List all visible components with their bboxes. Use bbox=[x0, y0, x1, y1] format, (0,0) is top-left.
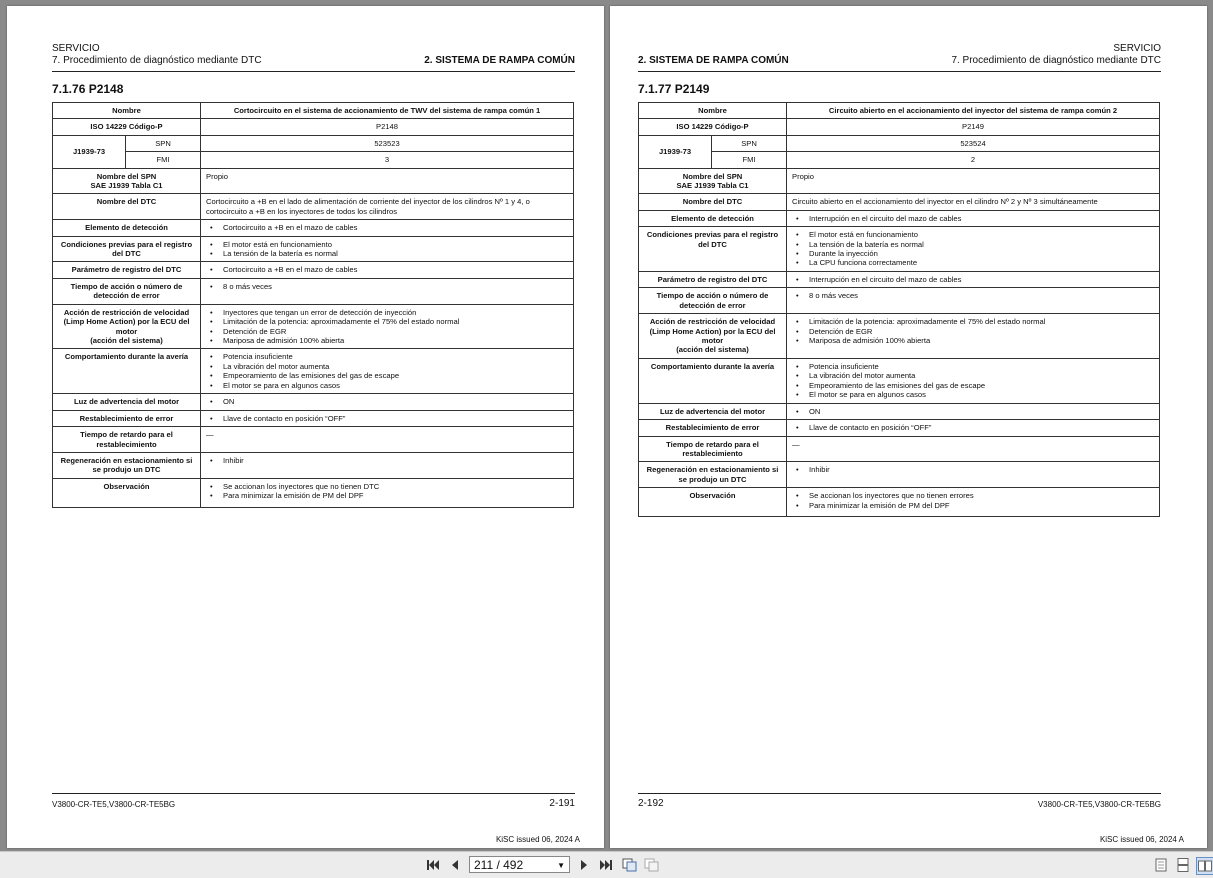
sub-label-cell: SPN bbox=[712, 135, 787, 151]
copy-icon[interactable] bbox=[622, 857, 638, 873]
bullet-item: • Limitación de la potencia: aproximadamente el 75% del estado normal bbox=[792, 317, 1154, 326]
label-cell: Condiciones previas para el registro del DTC bbox=[639, 227, 787, 272]
label-cell: Parámetro de registro del DTC bbox=[639, 271, 787, 287]
issued-note: KiSC issued 06, 2024 A bbox=[1099, 835, 1184, 844]
table-row-param bbox=[639, 271, 1160, 287]
value-cell bbox=[201, 236, 574, 262]
table-row-regen bbox=[53, 452, 574, 478]
bullet-item: • Interrupción en el circuito del mazo de cables bbox=[792, 275, 1154, 284]
document-page-left bbox=[7, 6, 604, 848]
label-cell: Nombre del DTC bbox=[639, 194, 787, 210]
table-row-delay bbox=[639, 436, 1160, 462]
table-row-lamp bbox=[639, 403, 1160, 419]
bullet-item: • Detención de EGR bbox=[206, 327, 568, 336]
label-cell: Regeneración en estacionamiento si se produjo un DTC bbox=[53, 452, 201, 478]
label-cell: Tiempo de retardo para el restablecimiento bbox=[53, 427, 201, 453]
header-system: 2. SISTEMA DE RAMPA COMÚN bbox=[638, 55, 789, 66]
bullet-item: • La tensión de la batería es normal bbox=[792, 240, 1154, 249]
value-cell: Propio bbox=[787, 168, 1160, 194]
bullet-item: • Inyectores que tengan un error de detección de inyección bbox=[206, 308, 568, 317]
page-footer bbox=[52, 793, 575, 809]
label-cell: Tiempo de retardo para el restablecimiento bbox=[639, 436, 787, 462]
bullet-item: • Durante la inyección bbox=[792, 249, 1154, 258]
next-page-icon[interactable] bbox=[576, 857, 592, 873]
limp-list bbox=[206, 308, 568, 346]
value-cell bbox=[201, 478, 574, 507]
label-cell: J1939-73 bbox=[53, 135, 126, 168]
label-cell: Nombre del DTC bbox=[53, 194, 201, 220]
time-list bbox=[792, 291, 1154, 300]
table-row-detection bbox=[639, 210, 1160, 226]
table-row-spn bbox=[639, 135, 1160, 151]
label-cell: Restablecimiento de error bbox=[639, 420, 787, 436]
limp-list bbox=[792, 317, 1154, 345]
label-line: Nombre del SPN bbox=[96, 171, 157, 181]
label-line: Nombre del SPN bbox=[682, 171, 743, 181]
value-cell bbox=[201, 452, 574, 478]
table-row-spn bbox=[53, 135, 574, 151]
value-cell bbox=[201, 410, 574, 426]
value-cell bbox=[787, 403, 1160, 419]
dtc-table bbox=[52, 102, 574, 508]
value-cell bbox=[201, 220, 574, 236]
table-row-iso bbox=[53, 119, 574, 135]
bullet-item: • Se accionan los inyectores que no tienen DTC bbox=[206, 482, 568, 491]
bullet-item: • La vibración del motor aumenta bbox=[206, 362, 568, 371]
bullet-item: • Cortocircuito a +B en el mazo de cables bbox=[206, 265, 568, 274]
continuous-view-icon[interactable] bbox=[1175, 857, 1191, 873]
table-row-limp bbox=[53, 304, 574, 349]
page-header bbox=[638, 43, 1161, 72]
value-cell bbox=[787, 420, 1160, 436]
lamp-list bbox=[792, 407, 1154, 416]
bullet-item: • Llave de contacto en posición “OFF” bbox=[792, 423, 1154, 432]
value-cell: Circuito abierto en el accionamiento del inyector en el cilindro Nº 2 y Nº 3 simultáneamente bbox=[787, 194, 1160, 210]
bullet-item: • La tensión de la batería es normal bbox=[206, 249, 568, 258]
value-cell: 2 bbox=[787, 152, 1160, 168]
table-row-precond bbox=[639, 227, 1160, 272]
label-cell: Nombre bbox=[53, 103, 201, 119]
detection-list bbox=[206, 223, 568, 232]
value-cell bbox=[787, 271, 1160, 287]
reset-list bbox=[206, 414, 568, 423]
bullet-item: • El motor está en funcionamiento bbox=[792, 230, 1154, 239]
bullet-item: • Detención de EGR bbox=[792, 327, 1154, 336]
table-row-spn-name bbox=[639, 168, 1160, 194]
footer-page-number: 2-192 bbox=[638, 798, 664, 809]
label-line: (acción del sistema) bbox=[90, 335, 163, 345]
bullet-item: • El motor se para en algunos casos bbox=[792, 390, 1154, 399]
label-cell: Luz de advertencia del motor bbox=[639, 403, 787, 419]
value-cell: 523524 bbox=[787, 135, 1160, 151]
page-indicator: 211 / 492 bbox=[474, 858, 524, 872]
regen-list bbox=[206, 456, 568, 465]
time-list bbox=[206, 282, 568, 291]
table-row-nombre bbox=[639, 103, 1160, 119]
value-cell bbox=[201, 304, 574, 349]
header-system: 2. SISTEMA DE RAMPA COMÚN bbox=[424, 55, 575, 66]
value-cell: Cortocircuito en el sistema de accionamiento de TWV del sistema de rampa común 1 bbox=[201, 103, 574, 119]
precond-list bbox=[792, 230, 1154, 268]
sub-label-cell: FMI bbox=[712, 152, 787, 168]
table-row-reset bbox=[639, 420, 1160, 436]
behavior-list bbox=[792, 362, 1154, 400]
bullet-item: • ON bbox=[792, 407, 1154, 416]
bullet-item: • ON bbox=[206, 397, 568, 406]
value-cell: P2149 bbox=[787, 119, 1160, 135]
table-row-behavior bbox=[639, 358, 1160, 403]
regen-list bbox=[792, 465, 1154, 474]
dtc-table bbox=[638, 102, 1160, 517]
issued-note: KiSC issued 06, 2024 A bbox=[495, 835, 580, 844]
footer-model: V3800-CR-TE5,V3800-CR-TE5BG bbox=[52, 800, 176, 809]
bullet-item: • Para minimizar la emisión de PM del DPF bbox=[792, 501, 1154, 510]
label-cell bbox=[639, 168, 787, 194]
value-cell: Propio bbox=[201, 168, 574, 194]
header-chapter: 7. Procedimiento de diagnóstico mediante DTC bbox=[951, 55, 1161, 66]
value-cell: 3 bbox=[201, 152, 574, 168]
bullet-item: • Inhibir bbox=[206, 456, 568, 465]
chevron-down-icon[interactable]: ▼ bbox=[557, 861, 565, 870]
label-cell: Comportamiento durante la avería bbox=[639, 358, 787, 403]
value-cell bbox=[787, 314, 1160, 359]
last-page-icon[interactable] bbox=[598, 857, 614, 873]
bullet-item: • 8 o más veces bbox=[792, 291, 1154, 300]
value-cell bbox=[787, 227, 1160, 272]
value-cell: P2148 bbox=[201, 119, 574, 135]
lamp-list bbox=[206, 397, 568, 406]
paste-icon[interactable] bbox=[644, 857, 660, 873]
bullet-item: • La CPU funciona correctamente bbox=[792, 258, 1154, 267]
bullet-item: • Empeoramiento de las emisiones del gas de escape bbox=[792, 381, 1154, 390]
table-row-dtc-name bbox=[639, 194, 1160, 210]
two-page-view-icon[interactable] bbox=[1196, 857, 1213, 875]
table-row-obs bbox=[639, 488, 1160, 517]
sub-label-cell: SPN bbox=[126, 135, 201, 151]
bullet-item: • Llave de contacto en posición “OFF” bbox=[206, 414, 568, 423]
value-cell bbox=[787, 210, 1160, 226]
value-cell: — bbox=[201, 427, 574, 453]
first-page-icon[interactable] bbox=[425, 857, 441, 873]
value-cell: Circuito abierto en el accionamiento del inyector del sistema de rampa común 2 bbox=[787, 103, 1160, 119]
value-cell: — bbox=[787, 436, 1160, 462]
label-line: (acción del sistema) bbox=[676, 345, 749, 355]
bullet-item: • El motor está en funcionamiento bbox=[206, 240, 568, 249]
table-row-precond bbox=[53, 236, 574, 262]
param-list bbox=[206, 265, 568, 274]
label-cell: J1939-73 bbox=[639, 135, 712, 168]
header-service: SERVICIO bbox=[1113, 43, 1161, 54]
label-cell: Tiempo de acción o número de detección de error bbox=[53, 278, 201, 304]
table-row-time bbox=[639, 288, 1160, 314]
table-row-fmi bbox=[53, 152, 574, 168]
bullet-item: • Inhibir bbox=[792, 465, 1154, 474]
bullet-item: • Se accionan los inyectores que no tienen errores bbox=[792, 491, 1154, 500]
behavior-list bbox=[206, 352, 568, 390]
label-cell: Comportamiento durante la avería bbox=[53, 349, 201, 394]
bullet-item: • Cortocircuito a +B en el mazo de cables bbox=[206, 223, 568, 232]
table-row-behavior bbox=[53, 349, 574, 394]
table-row-detection bbox=[53, 220, 574, 236]
label-cell: Tiempo de acción o número de detección de error bbox=[639, 288, 787, 314]
bullet-item: • Mariposa de admisión 100% abierta bbox=[206, 336, 568, 345]
table-row-lamp bbox=[53, 394, 574, 410]
table-row-nombre bbox=[53, 103, 574, 119]
label-line: Acción de restricción de velocidad bbox=[649, 317, 776, 327]
sub-label-cell: FMI bbox=[126, 152, 201, 168]
value-cell bbox=[787, 488, 1160, 517]
label-cell: Condiciones previas para el registro del DTC bbox=[53, 236, 201, 262]
table-row-obs bbox=[53, 478, 574, 507]
table-row-fmi bbox=[639, 152, 1160, 168]
label-cell: Elemento de detección bbox=[53, 220, 201, 236]
label-cell: ISO 14229 Código-P bbox=[53, 119, 201, 135]
bullet-item: • Interrupción en el circuito del mazo de cables bbox=[792, 214, 1154, 223]
table-row-spn-name bbox=[53, 168, 574, 194]
page-header bbox=[52, 43, 575, 72]
obs-list bbox=[792, 491, 1154, 510]
label-cell: Parámetro de registro del DTC bbox=[53, 262, 201, 278]
footer-page-number: 2-191 bbox=[549, 798, 575, 809]
table-row-param bbox=[53, 262, 574, 278]
label-line: Acción de restricción de velocidad bbox=[63, 307, 190, 317]
label-line: SAE J1939 Tabla C1 bbox=[676, 181, 749, 191]
bullet-item: • Empeoramiento de las emisiones del gas de escape bbox=[206, 371, 568, 380]
label-cell bbox=[53, 304, 201, 349]
value-cell bbox=[787, 462, 1160, 488]
value-cell bbox=[201, 278, 574, 304]
single-page-view-icon[interactable] bbox=[1153, 857, 1169, 873]
label-line: SAE J1939 Tabla C1 bbox=[90, 181, 163, 191]
table-row-limp bbox=[639, 314, 1160, 359]
label-line: (Limp Home Action) por la ECU del motor bbox=[649, 326, 776, 345]
section-title: 7.1.77 P2149 bbox=[638, 82, 710, 96]
bullet-item: • Mariposa de admisión 100% abierta bbox=[792, 336, 1154, 345]
value-cell bbox=[201, 394, 574, 410]
table-row-reset bbox=[53, 410, 574, 426]
value-cell bbox=[787, 358, 1160, 403]
table-row-iso bbox=[639, 119, 1160, 135]
label-cell: Restablecimiento de error bbox=[53, 410, 201, 426]
label-line: (Limp Home Action) por la ECU del motor bbox=[63, 317, 190, 336]
header-chapter: 7. Procedimiento de diagnóstico mediante DTC bbox=[52, 55, 262, 66]
bullet-item: • 8 o más veces bbox=[206, 282, 568, 291]
footer-model: V3800-CR-TE5,V3800-CR-TE5BG bbox=[1037, 800, 1161, 809]
bullet-item: • Potencia insuficiente bbox=[206, 352, 568, 361]
label-cell bbox=[639, 314, 787, 359]
table-row-delay bbox=[53, 427, 574, 453]
label-cell: Luz de advertencia del motor bbox=[53, 394, 201, 410]
value-cell bbox=[201, 262, 574, 278]
header-service: SERVICIO bbox=[52, 43, 100, 54]
precond-list bbox=[206, 240, 568, 259]
reset-list bbox=[792, 423, 1154, 432]
label-cell: Observación bbox=[53, 478, 201, 507]
label-cell: Elemento de detección bbox=[639, 210, 787, 226]
value-cell: Cortocircuito a +B en el lado de alimentación de corriente del inyector de los cilindros Nº 1 y 4, o cortocircuito a +B en los inyectores de todos los cilindros bbox=[201, 194, 574, 220]
label-cell: Regeneración en estacionamiento si se produjo un DTC bbox=[639, 462, 787, 488]
bullet-item: • El motor se para en algunos casos bbox=[206, 381, 568, 390]
section-title: 7.1.76 P2148 bbox=[52, 82, 124, 96]
obs-list bbox=[206, 482, 568, 501]
detection-list bbox=[792, 214, 1154, 223]
param-list bbox=[792, 275, 1154, 284]
bullet-item: • Para minimizar la emisión de PM del DPF bbox=[206, 491, 568, 500]
prev-page-icon[interactable] bbox=[447, 857, 463, 873]
label-cell: ISO 14229 Código-P bbox=[639, 119, 787, 135]
bullet-item: • La vibración del motor aumenta bbox=[792, 371, 1154, 380]
document-page-right bbox=[610, 6, 1207, 848]
value-cell bbox=[787, 288, 1160, 314]
bullet-item: • Potencia insuficiente bbox=[792, 362, 1154, 371]
page-number-input[interactable] bbox=[469, 856, 570, 873]
value-cell bbox=[201, 349, 574, 394]
viewer-toolbar bbox=[0, 851, 1213, 878]
label-cell: Observación bbox=[639, 488, 787, 517]
page-footer bbox=[638, 793, 1161, 809]
bullet-item: • Limitación de la potencia: aproximadamente el 75% del estado normal bbox=[206, 317, 568, 326]
table-row-regen bbox=[639, 462, 1160, 488]
label-cell bbox=[53, 168, 201, 194]
table-row-time bbox=[53, 278, 574, 304]
label-cell: Nombre bbox=[639, 103, 787, 119]
value-cell: 523523 bbox=[201, 135, 574, 151]
table-row-dtc-name bbox=[53, 194, 574, 220]
